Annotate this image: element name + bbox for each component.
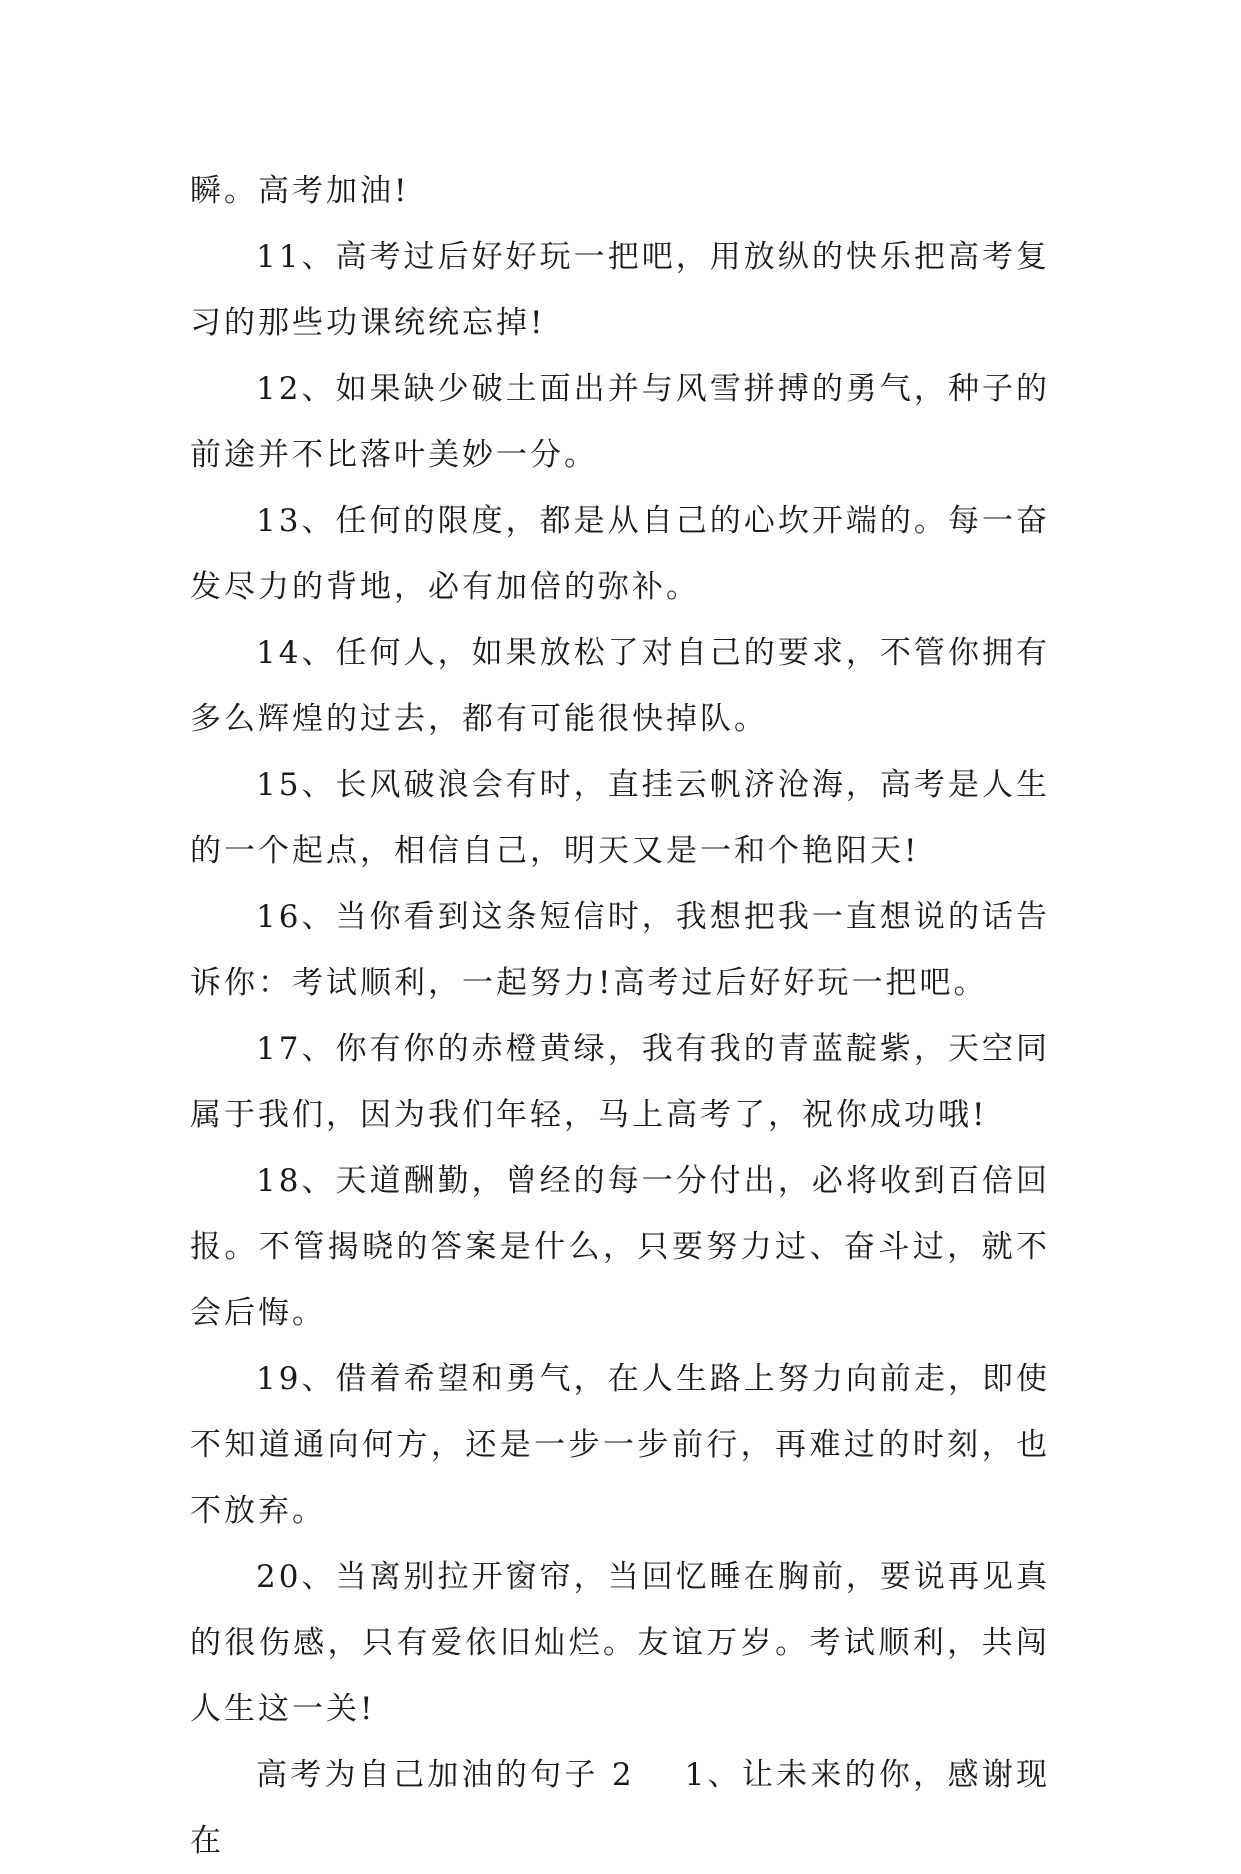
paragraph-16: 16、当你看到这条短信时，我想把我一直想说的话告诉你：考试顺利，一起努力!高考过后好好玩一把吧。 — [190, 899, 1050, 1001]
paragraph-13: 13、任何的限度，都是从自己的心坎开端的。每一奋发尽力的背地，必有加倍的弥补。 — [190, 503, 1050, 605]
paragraph-15: 15、长风破浪会有时，直挂云帆济沧海，高考是人生的一个起点，相信自己，明天又是一和个艳阳天! — [190, 767, 1050, 869]
paragraph-20: 20、当离别拉开窗帘，当回忆睡在胸前，要说再见真的很伤感，只有爱依旧灿烂。友谊万岁。考试顺利，共闯人生这一关! — [190, 1559, 1050, 1727]
section-heading-line — [190, 1742, 1050, 1874]
paragraph-12: 12、如果缺少破土面出并与风雪拼搏的勇气，种子的前途并不比落叶美妙一分。 — [190, 371, 1050, 473]
paragraph-14: 14、任何人，如果放松了对自己的要求，不管你拥有多么辉煌的过去，都有可能很快掉队。 — [190, 635, 1050, 737]
paragraph-17: 17、你有你的赤橙黄绿，我有我的青蓝靛紫，天空同属于我们，因为我们年轻，马上高考了，祝你成功哦! — [190, 1031, 1050, 1133]
paragraph-11: 11、高考过后好好玩一把吧，用放纵的快乐把高考复习的那些功课统统忘掉! — [190, 239, 1050, 341]
paragraph-10-tail: 瞬。高考加油! — [190, 173, 410, 209]
paragraph-18: 18、天道酬勤，曾经的每一分付出，必将收到百倍回报。不管揭晓的答案是什么，只要努力过、奋斗过，就不会后悔。 — [190, 1163, 1050, 1331]
document-page — [190, 158, 1050, 1874]
paragraph-19: 19、借着希望和勇气，在人生路上努力向前走，即使不知道通向何方，还是一步一步前行，再难过的时刻，也不放弃。 — [190, 1361, 1050, 1529]
section-lead-text: 1、让未来的你，感谢现在 — [190, 1757, 1050, 1859]
section-heading: 高考为自己加油的句子 2 — [256, 1757, 635, 1793]
